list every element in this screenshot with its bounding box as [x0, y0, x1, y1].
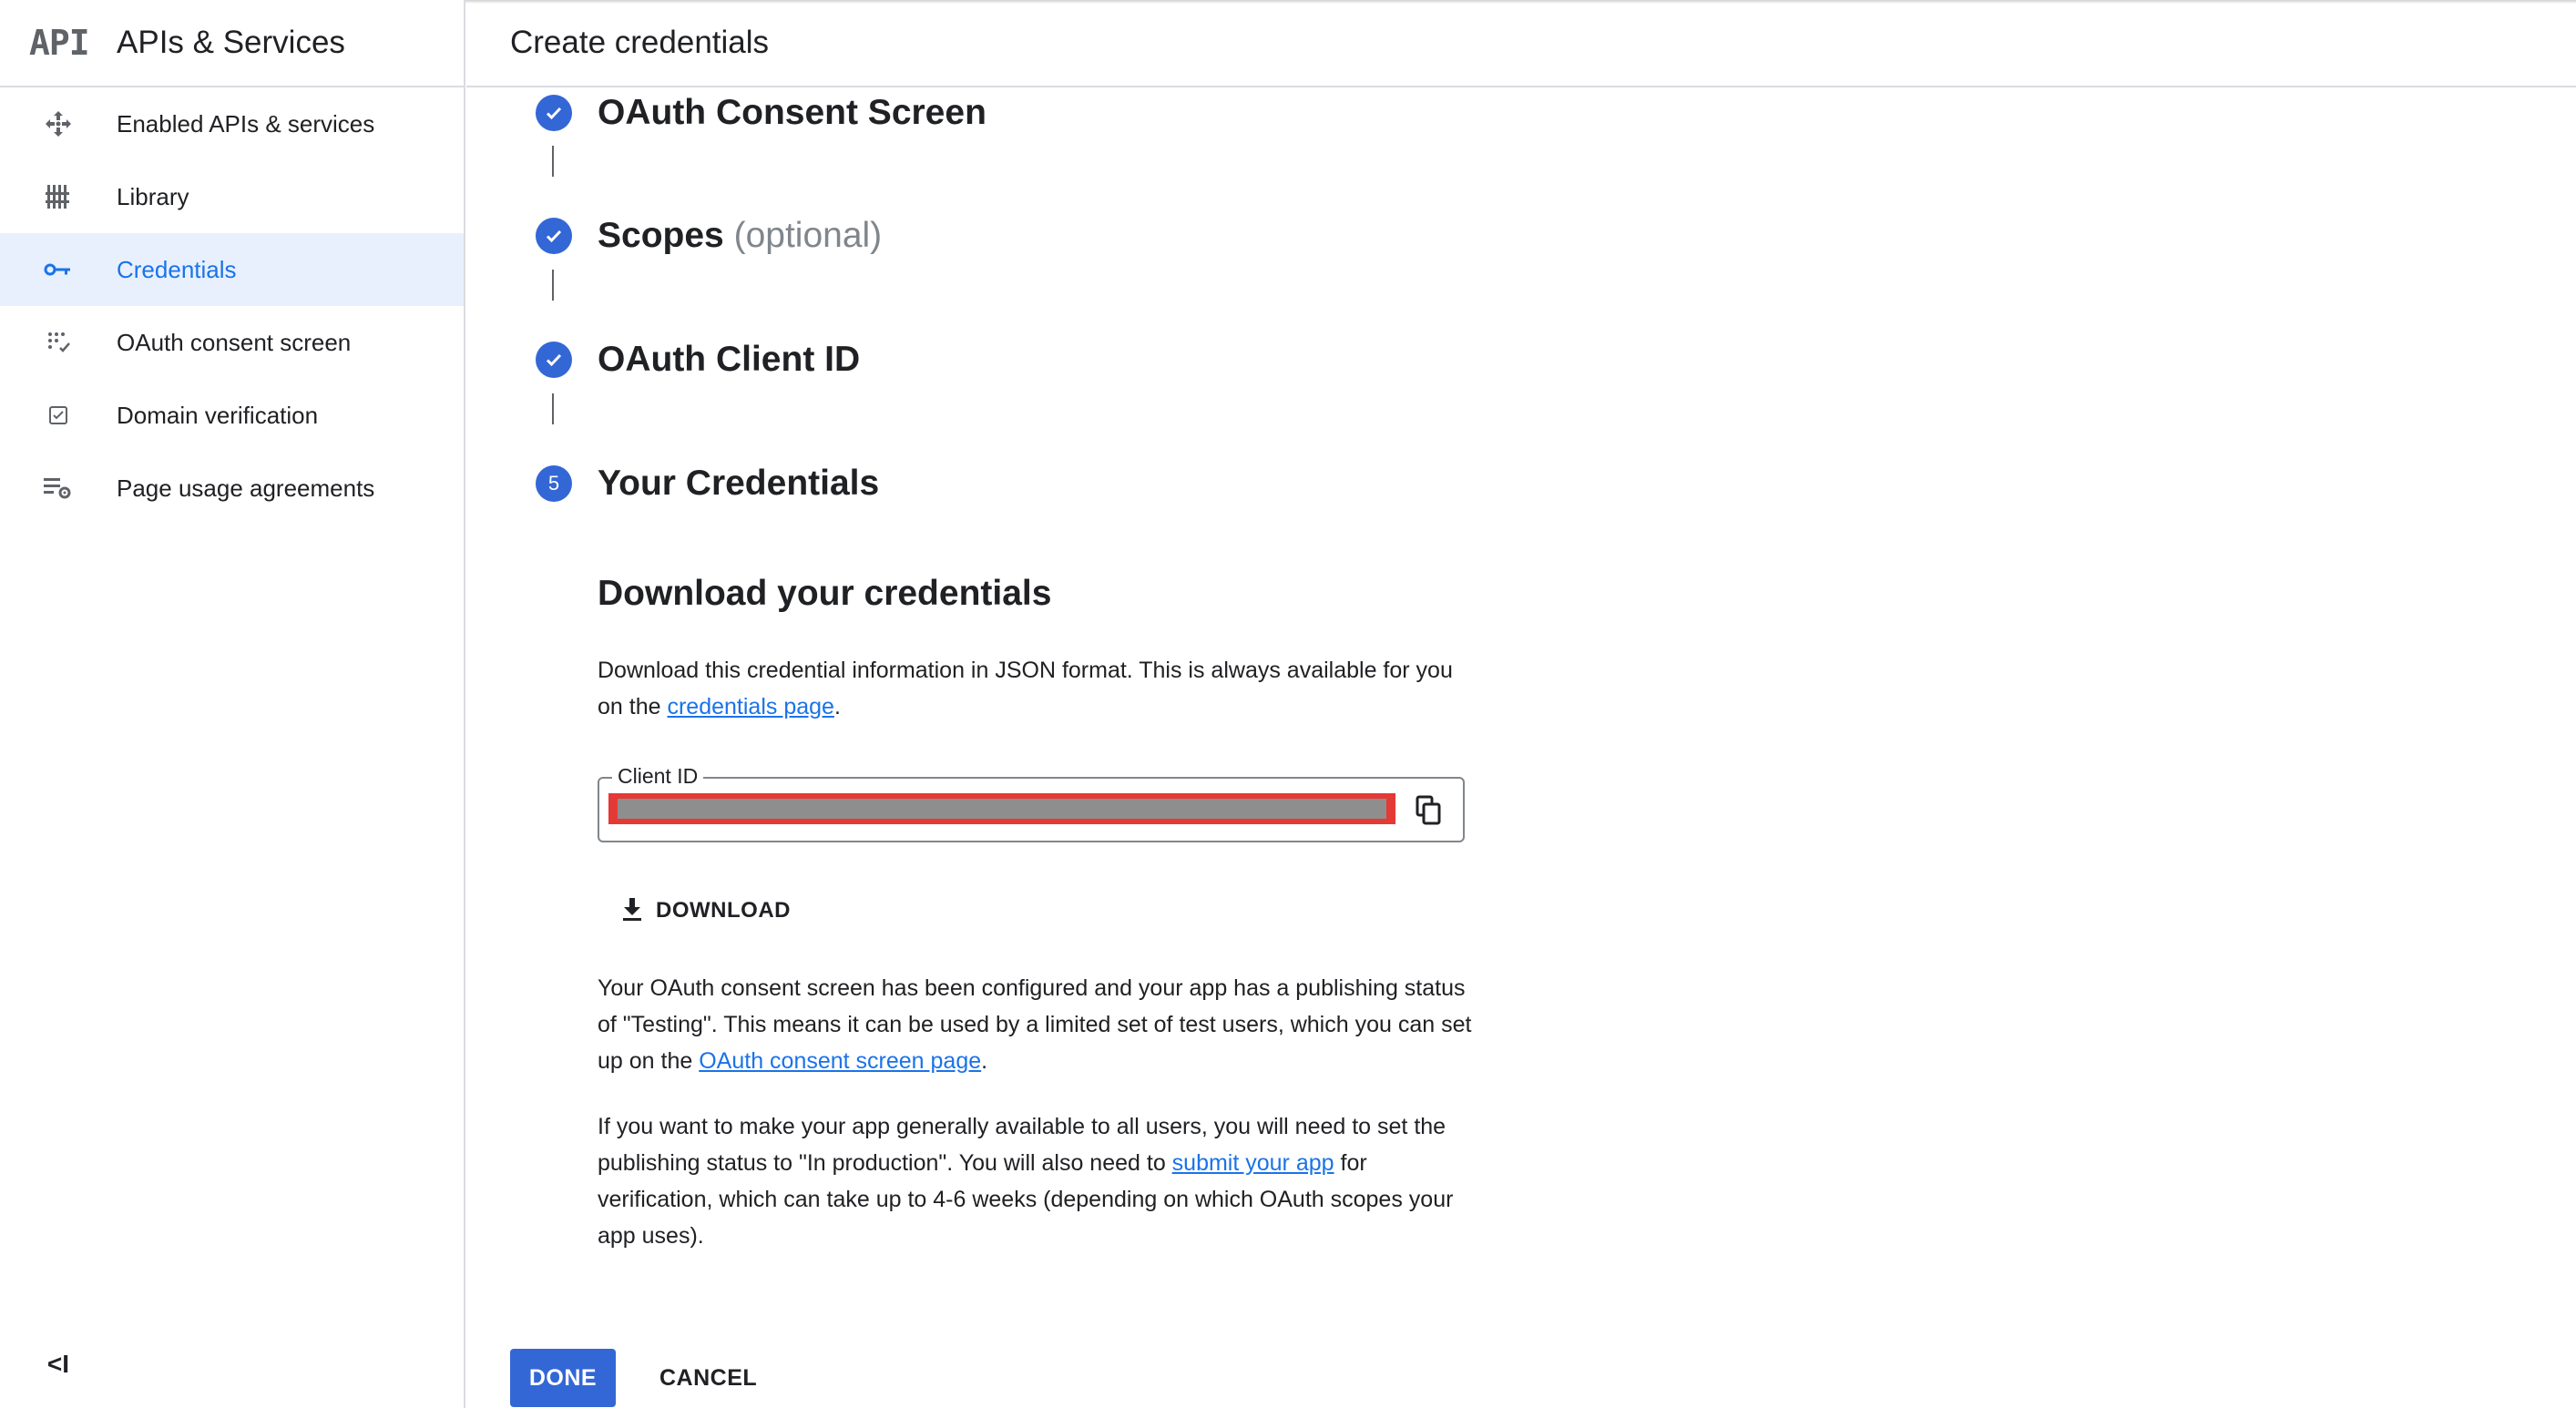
step-connector	[552, 146, 554, 177]
step-scopes[interactable]	[536, 216, 882, 256]
step-label	[598, 216, 882, 256]
sidebar-item-label: Library	[117, 182, 189, 210]
intro-text: Download this credential information in JSON format. This is always available for you on the	[598, 658, 1453, 719]
publishing-paragraph	[598, 1108, 1472, 1254]
section-title: Download your credentials	[598, 574, 1052, 613]
intro-paragraph	[598, 652, 1472, 725]
enabled-apis-icon	[0, 109, 117, 138]
collapse-sidebar-button[interactable]: <I	[46, 1350, 70, 1378]
client-id-field[interactable]	[598, 764, 1465, 842]
credentials-page-link[interactable]: credentials page	[667, 694, 834, 719]
step-your-credentials[interactable]	[536, 464, 879, 504]
step-connector	[552, 393, 554, 424]
submit-app-link[interactable]: submit your app	[1171, 1150, 1334, 1176]
sidebar-item-label: Page usage agreements	[117, 474, 375, 502]
sidebar-nav	[0, 87, 464, 525]
cancel-button[interactable]: CANCEL	[659, 1364, 758, 1391]
step-label-text: Scopes	[598, 216, 724, 255]
step-oauth-client-id[interactable]	[536, 340, 860, 380]
consent-status-paragraph	[598, 970, 1472, 1079]
step-oauth-consent[interactable]	[536, 93, 986, 133]
copy-icon[interactable]	[1414, 795, 1443, 826]
sidebar-item-domain-verification[interactable]	[0, 379, 464, 452]
step-label: OAuth Client ID	[598, 340, 861, 379]
sidebar-title: APIs & Services	[117, 25, 345, 60]
step-connector	[552, 270, 554, 301]
redaction-bar	[618, 799, 1386, 819]
sidebar-header	[0, 0, 464, 87]
sidebar-item-library[interactable]	[0, 160, 464, 233]
client-id-redacted-value	[608, 793, 1395, 824]
sidebar-item-label: Credentials	[117, 255, 237, 283]
intro-end: .	[833, 694, 841, 719]
oauth-consent-screen-link[interactable]: OAuth consent screen page	[699, 1048, 982, 1074]
page-title: Create credentials	[510, 25, 770, 60]
sidebar-item-credentials[interactable]	[0, 233, 464, 306]
download-label: DOWNLOAD	[656, 898, 791, 923]
sidebar	[0, 0, 465, 1408]
para2-text: If you want to make your app generally available to all users, you will need to set the publishing status to "In production". You will also need to	[598, 1114, 1446, 1176]
para1-end: .	[981, 1048, 988, 1074]
step-optional-text: (optional)	[733, 216, 883, 255]
step-label: Your Credentials	[598, 464, 880, 503]
sidebar-item-page-usage[interactable]	[0, 452, 464, 525]
credentials-content	[598, 574, 1472, 725]
checkbox-icon	[0, 404, 117, 426]
sidebar-item-oauth-consent[interactable]	[0, 306, 464, 379]
step-label: OAuth Consent Screen	[598, 93, 986, 132]
para2-end: for verification, which can take up to 4-6 weeks (depending on which OAuth scopes your app uses).	[598, 1150, 1454, 1249]
para1-text: Your OAuth consent screen has been configured and your app has a publishing status of "Testing". This means it can be used by a limited set of test users, which you can set up on the	[598, 975, 1472, 1074]
main-header	[466, 0, 2576, 87]
check-icon	[536, 342, 572, 378]
client-id-label: Client ID	[612, 764, 703, 789]
library-icon	[0, 183, 117, 210]
download-button[interactable]	[618, 891, 791, 931]
sidebar-item-label: Enabled APIs & services	[117, 109, 375, 138]
step-number: 5	[536, 465, 572, 502]
api-logo: API	[29, 23, 89, 63]
check-icon	[536, 95, 572, 131]
download-icon	[618, 894, 647, 928]
key-icon	[0, 260, 117, 279]
sidebar-item-enabled-apis[interactable]	[0, 87, 464, 160]
info-block	[598, 970, 1472, 1254]
consent-icon	[0, 330, 117, 355]
sidebar-item-label: OAuth consent screen	[117, 328, 352, 356]
sidebar-item-label: Domain verification	[117, 401, 319, 429]
settings-list-icon	[0, 475, 117, 501]
check-icon	[536, 218, 572, 254]
done-button[interactable]: DONE	[510, 1349, 616, 1407]
